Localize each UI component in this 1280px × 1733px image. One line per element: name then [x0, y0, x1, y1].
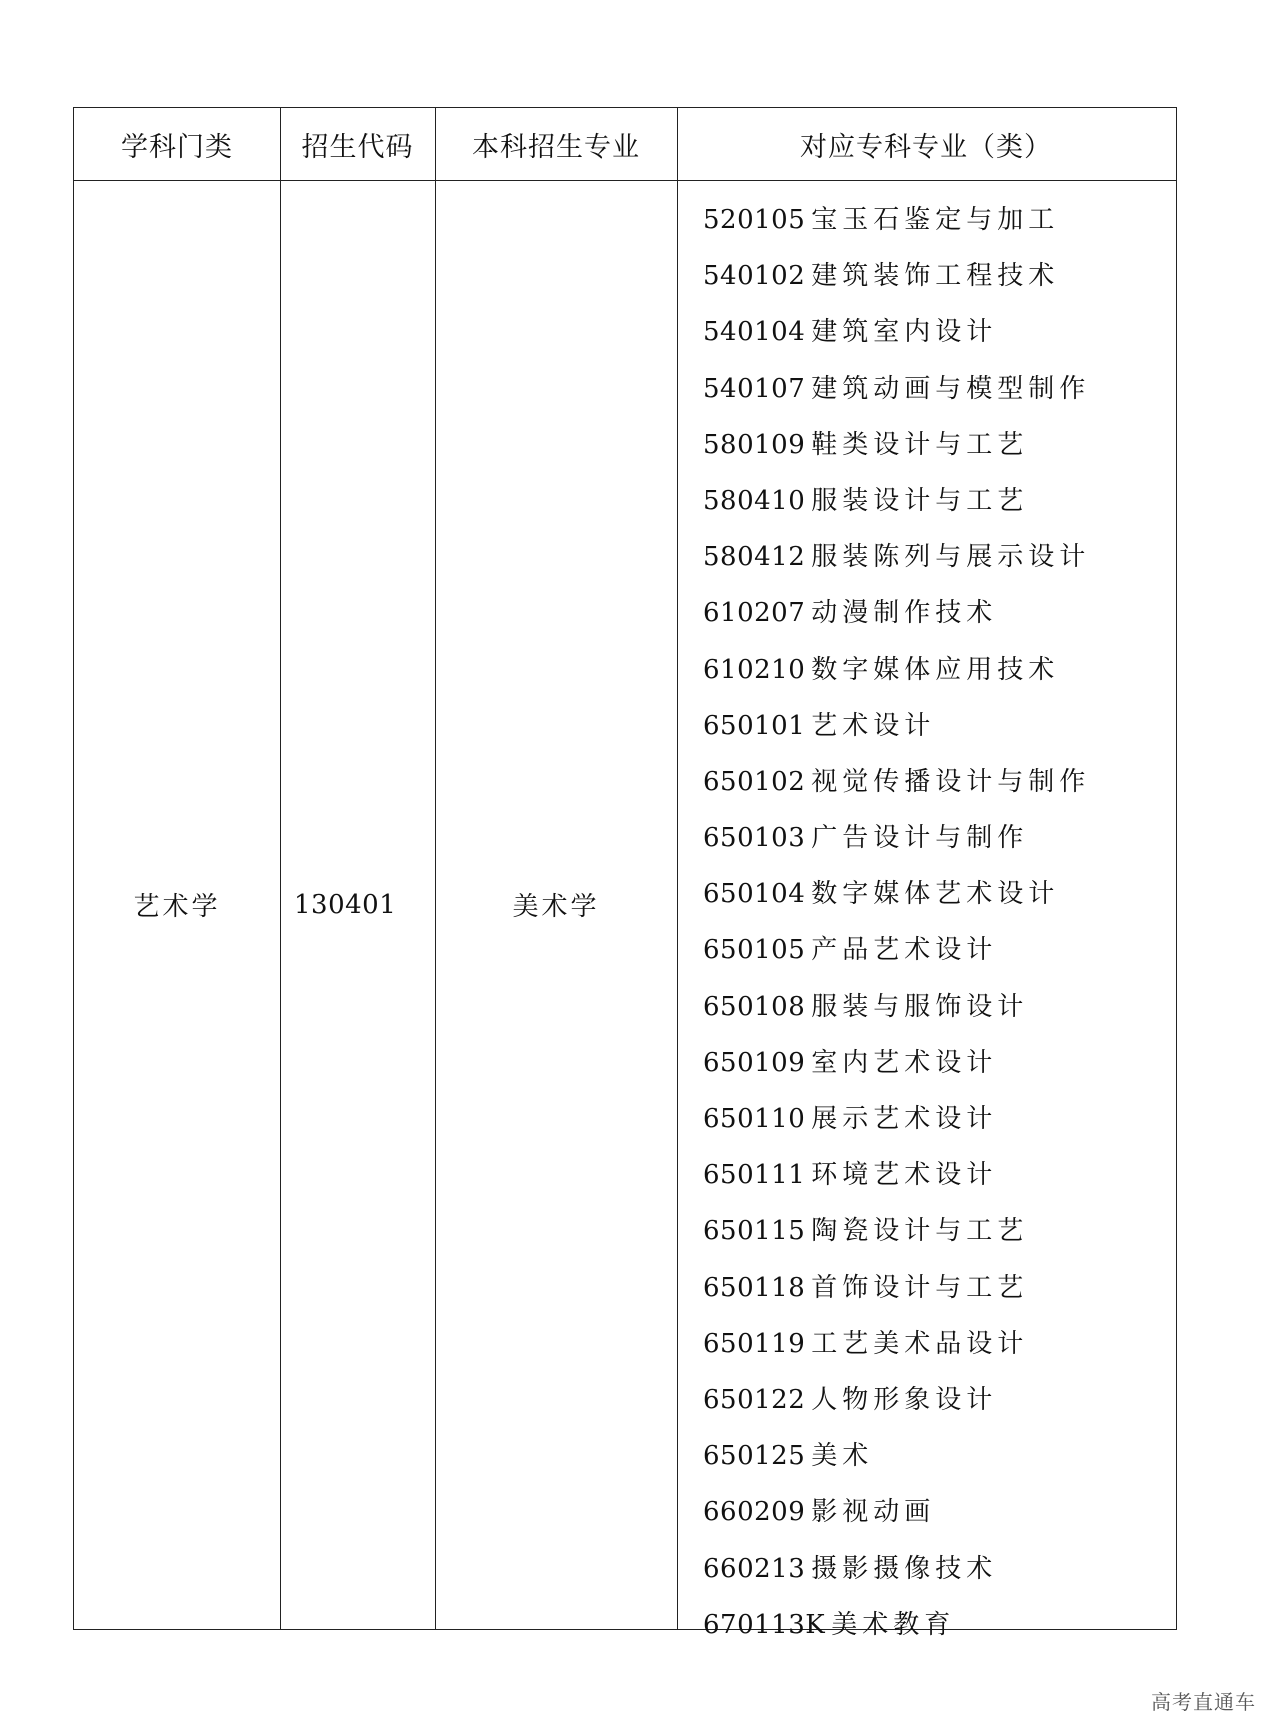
related-major-code: 650102 — [703, 766, 806, 797]
cell-undergraduate-major: 美术学 — [512, 892, 600, 922]
related-major-code: 540102 — [703, 261, 806, 292]
related-major-item — [691, 1597, 1090, 1653]
related-major-name: 摄影摄像技术 — [811, 1553, 998, 1584]
related-major-name: 美术教育 — [831, 1609, 956, 1640]
header-related-vocational-majors: 对应专科专业（类） — [800, 131, 1052, 163]
related-major-code: 650119 — [703, 1328, 806, 1359]
column-divider — [677, 108, 678, 1629]
related-major-code: 650122 — [703, 1384, 806, 1415]
related-major-item — [691, 248, 1090, 304]
related-major-name: 工艺美术品设计 — [811, 1328, 1029, 1359]
related-major-code: 650125 — [703, 1441, 806, 1472]
related-major-name: 室内艺术设计 — [811, 1047, 998, 1078]
related-major-code: 660213 — [703, 1553, 806, 1584]
related-major-item — [691, 192, 1090, 248]
related-major-code: 650105 — [703, 935, 806, 966]
major-mapping-table — [73, 107, 1177, 1640]
related-major-code: 540107 — [703, 373, 806, 404]
related-major-item — [691, 1035, 1090, 1091]
related-major-item — [691, 1541, 1090, 1597]
related-major-item — [691, 642, 1090, 698]
related-major-name: 建筑装饰工程技术 — [811, 261, 1060, 292]
related-major-code: 670113K — [703, 1609, 826, 1640]
related-major-item — [691, 473, 1090, 529]
header-enrollment-code: 招生代码 — [301, 131, 414, 163]
related-major-code: 650115 — [703, 1216, 806, 1247]
related-major-code: 660209 — [703, 1497, 806, 1528]
related-major-code: 650118 — [703, 1272, 806, 1303]
header-discipline-category: 学科门类 — [121, 131, 233, 163]
related-major-code: 580410 — [703, 485, 806, 516]
related-major-code: 650101 — [703, 710, 806, 741]
related-major-name: 建筑动画与模型制作 — [811, 373, 1091, 404]
related-majors-list — [691, 192, 1090, 1653]
related-major-name: 数字媒体艺术设计 — [811, 879, 1060, 910]
cell-enrollment-code: 130401 — [294, 889, 397, 920]
related-major-code: 650109 — [703, 1047, 806, 1078]
related-major-code: 610207 — [703, 598, 806, 629]
related-major-name: 宝玉石鉴定与加工 — [811, 205, 1060, 235]
related-major-item — [691, 1484, 1090, 1540]
related-major-code: 650103 — [703, 823, 806, 854]
column-divider — [280, 108, 281, 1629]
related-major-item — [691, 866, 1090, 922]
related-major-name: 动漫制作技术 — [811, 598, 998, 629]
related-major-code: 580412 — [703, 542, 806, 573]
related-major-item — [691, 1147, 1090, 1203]
related-major-name: 广告设计与制作 — [811, 823, 1029, 854]
related-major-code: 540104 — [703, 317, 806, 348]
related-major-item — [691, 361, 1090, 417]
related-major-name: 数字媒体应用技术 — [811, 654, 1060, 685]
related-major-name: 艺术设计 — [811, 710, 936, 741]
related-major-name: 首饰设计与工艺 — [811, 1272, 1029, 1303]
related-major-item — [691, 1091, 1090, 1147]
related-major-name: 服装与服饰设计 — [811, 991, 1029, 1022]
related-major-item — [691, 1372, 1090, 1428]
related-major-name: 环境艺术设计 — [811, 1160, 998, 1191]
related-major-item — [691, 585, 1090, 641]
related-major-code: 650104 — [703, 879, 806, 910]
related-major-code: 520105 — [703, 205, 806, 235]
related-major-code: 650110 — [703, 1104, 806, 1134]
related-major-code: 650108 — [703, 991, 806, 1022]
related-major-item — [691, 529, 1090, 585]
related-major-name: 陶瓷设计与工艺 — [811, 1216, 1029, 1247]
related-major-name: 视觉传播设计与制作 — [811, 766, 1091, 797]
related-major-code: 610210 — [703, 654, 806, 685]
related-major-name: 产品艺术设计 — [811, 935, 998, 966]
related-major-name: 服装设计与工艺 — [811, 485, 1029, 516]
related-major-item — [691, 1316, 1090, 1372]
related-major-item — [691, 1203, 1090, 1259]
related-major-code: 580109 — [703, 429, 806, 460]
related-major-name: 建筑室内设计 — [811, 317, 998, 348]
watermark-text: 高考直通车 — [1151, 1690, 1256, 1714]
related-major-name: 展示艺术设计 — [811, 1104, 998, 1134]
related-major-name: 鞋类设计与工艺 — [811, 429, 1029, 460]
header-undergraduate-major: 本科招生专业 — [472, 131, 640, 163]
cell-discipline-category: 艺术学 — [133, 892, 221, 922]
related-major-code: 650111 — [703, 1160, 806, 1191]
related-major-name: 美术 — [811, 1441, 874, 1472]
related-major-item — [691, 922, 1090, 978]
related-major-item — [691, 754, 1090, 810]
related-major-item — [691, 1428, 1090, 1484]
related-major-item — [691, 698, 1090, 754]
related-major-item — [691, 810, 1090, 866]
related-major-item — [691, 417, 1090, 473]
related-major-item — [691, 979, 1090, 1035]
related-major-name: 人物形象设计 — [811, 1384, 998, 1415]
related-major-item — [691, 1260, 1090, 1316]
related-major-item — [691, 304, 1090, 360]
related-major-name: 服装陈列与展示设计 — [811, 542, 1091, 573]
related-major-name: 影视动画 — [811, 1497, 936, 1528]
